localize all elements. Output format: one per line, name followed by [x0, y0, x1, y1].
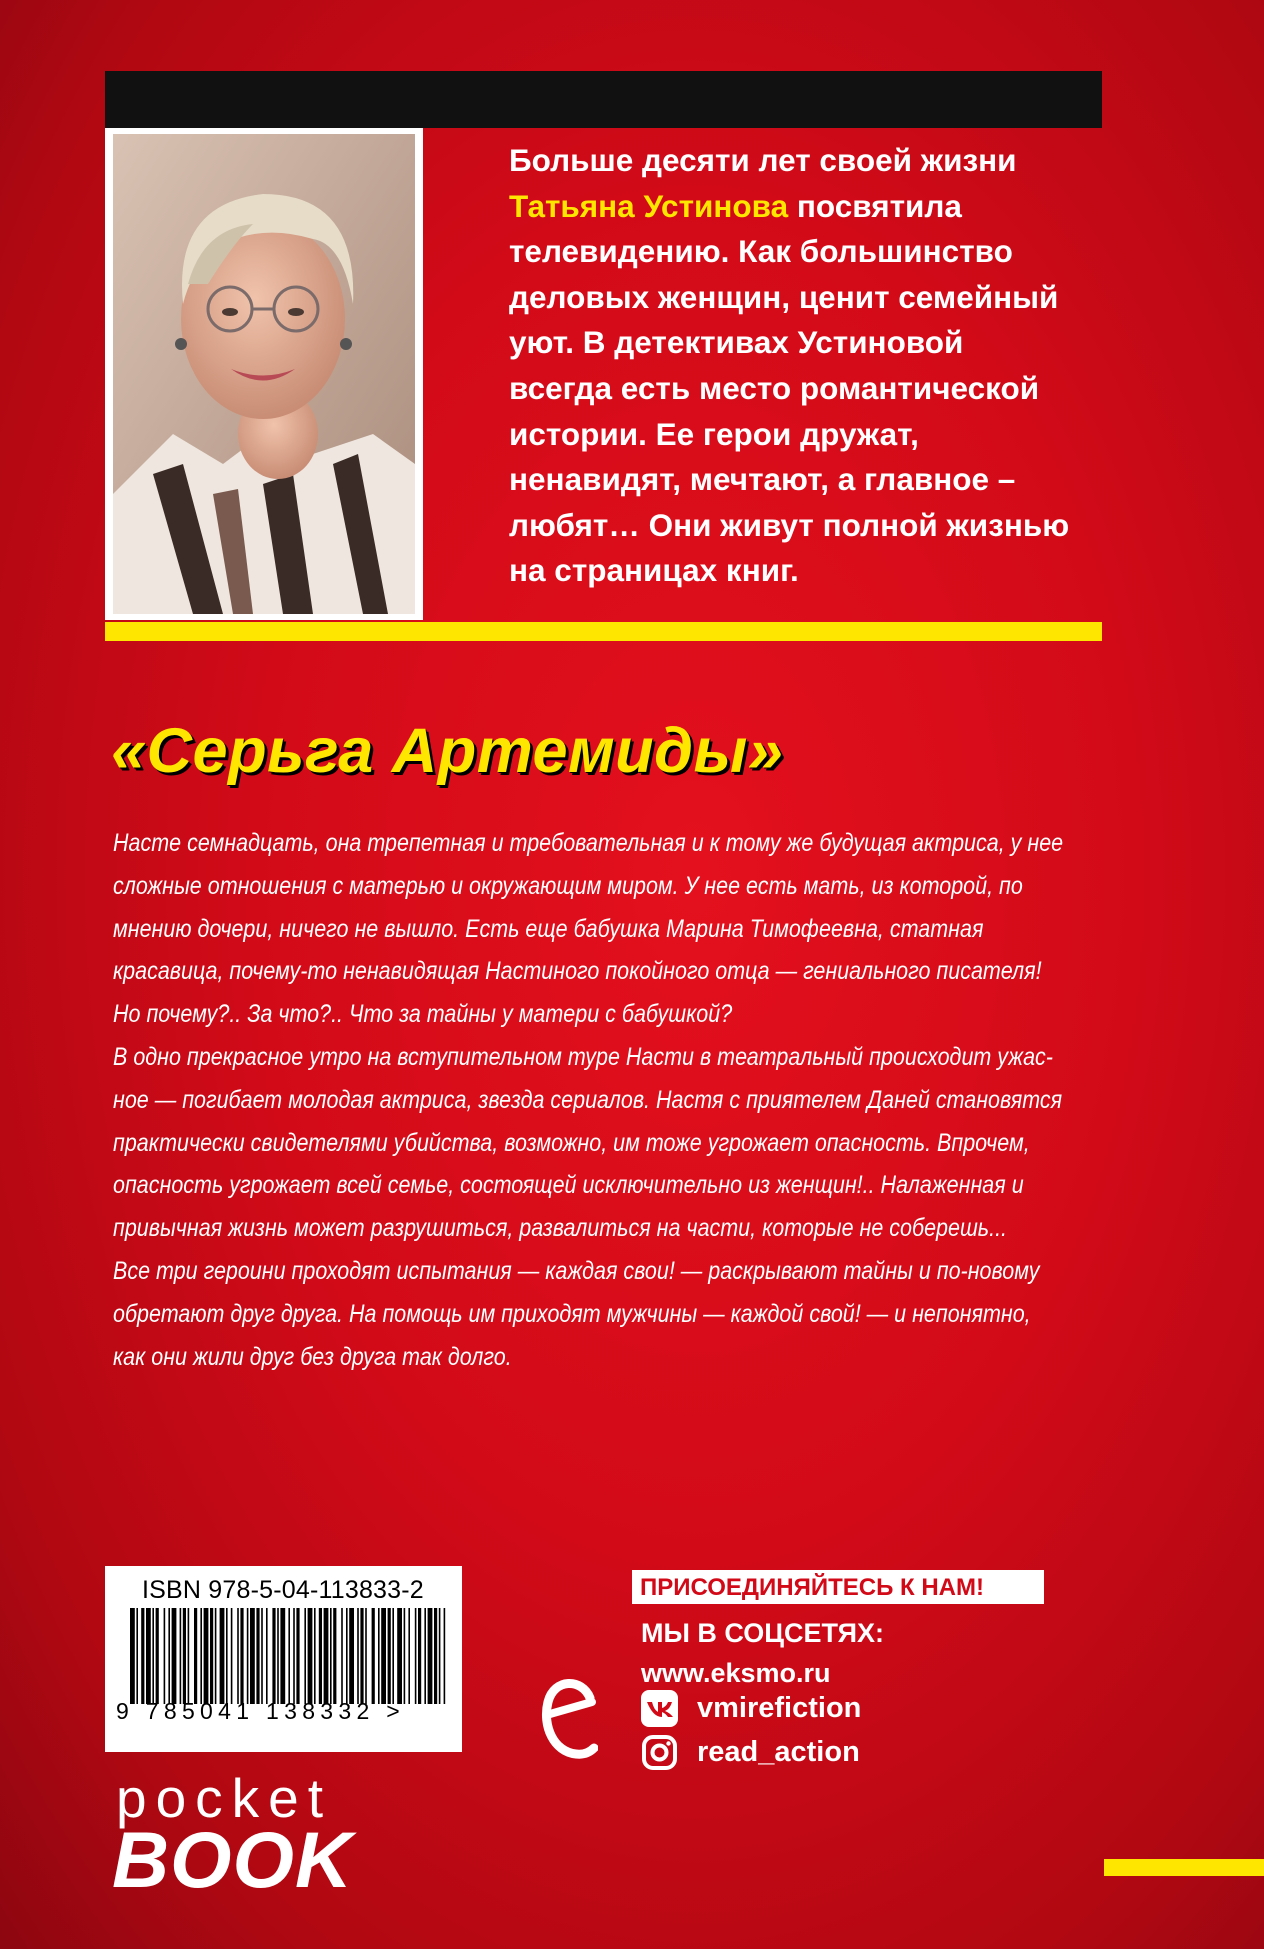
author-name: Татьяна Устинова: [509, 187, 789, 224]
bottom-yellow-stripe: [1104, 1859, 1264, 1876]
author-bio: [509, 138, 1119, 594]
series-book: BOOK: [112, 1815, 353, 1904]
book-title: «Серьга Артемиды»: [111, 716, 784, 786]
annotation-line: В одно прекрасное утро на вступительном туре Насти в театральный происходит ужас-: [113, 1042, 1053, 1071]
annotation-line: красавица, почему-то ненавидящая Настиного покойного отца — гениального писателя!: [113, 957, 1042, 986]
author-photo: [113, 134, 415, 614]
instagram-link[interactable]: read_action: [697, 1736, 860, 1768]
book-annotation: [113, 822, 1064, 1378]
yellow-divider-bar: [105, 622, 1102, 641]
annotation-line: Но почему?.. За что?.. Что за тайны у матери с бабушкой?: [113, 1000, 733, 1029]
bio-line: телевидению. Как большинство: [509, 233, 1013, 270]
vk-icon: [641, 1690, 678, 1727]
bio-line: истории. Ее герои дружат,: [509, 415, 919, 452]
bio-line: [509, 184, 1119, 230]
join-text: ПРИСОЕДИНЯЙТЕСЬ К НАМ!: [640, 1574, 984, 1601]
annotation-line: мнению дочери, ничего не вышло. Есть еще бабушка Марина Тимофеевна, статная: [113, 914, 984, 943]
barcode-icon: [130, 1608, 448, 1704]
website-link[interactable]: www.eksmo.ru: [641, 1658, 831, 1688]
bio-line: всегда есть место романтической: [509, 369, 1040, 406]
annotation-line: ное — погибает молодая актриса, звезда сериалов. Настя с приятелем Даней становятся: [113, 1085, 1063, 1114]
annotation-line: практически свидетелями убийства, возможно, им тоже угрожает опасность. Впрочем,: [113, 1128, 1030, 1157]
isbn-text: ISBN 978-5-04-113833-2: [142, 1576, 424, 1604]
annotation-line: опасность угрожает всей семье, состоящей исключительно из женщин!.. Налаженная и: [113, 1171, 1024, 1200]
vk-link[interactable]: vmirefiction: [697, 1692, 862, 1724]
annotation-line: как они жили друг без друга так долго.: [113, 1342, 512, 1371]
social-heading: МЫ В СОЦСЕТЯХ:: [641, 1618, 885, 1648]
top-black-bar: [105, 71, 1102, 128]
bio-line: любят… Они живут полной жизнью: [509, 506, 1070, 543]
annotation-line: сложные отношения с матерью и окружающим миром. У нее есть мать, из которой, по: [113, 871, 1023, 900]
annotation-line: привычная жизнь может разрушиться, развалиться на части, которые не соберешь...: [113, 1214, 1008, 1243]
barcode-digits: 9 785041 138332 >: [116, 1698, 405, 1724]
eksmo-logo-icon: [540, 1668, 598, 1766]
bio-line: ненавидят, мечтают, а главное –: [509, 461, 1016, 498]
bio-line: уют. В детективах Устиновой: [509, 324, 964, 361]
annotation-line: обретают друг друга. На помощь им приходят мужчины — каждой свой! — и непонятно,: [113, 1299, 1031, 1328]
bio-line: Больше десяти лет своей жизни: [509, 142, 1017, 178]
annotation-line: Все три героини проходят испытания — каждая свои! — раскрывают тайны и по-новому: [113, 1256, 1040, 1285]
bio-line: деловых женщин, ценит семейный: [509, 278, 1059, 315]
annotation-line: Насте семнадцать, она трепетная и требовательная и к тому же будущая актриса, у нее: [113, 829, 1064, 857]
series-pocket: pocket: [116, 1767, 333, 1829]
instagram-icon: [641, 1734, 678, 1771]
bio-line: на страницах книг.: [509, 552, 799, 589]
bio-line-text: посвятила: [796, 187, 962, 224]
